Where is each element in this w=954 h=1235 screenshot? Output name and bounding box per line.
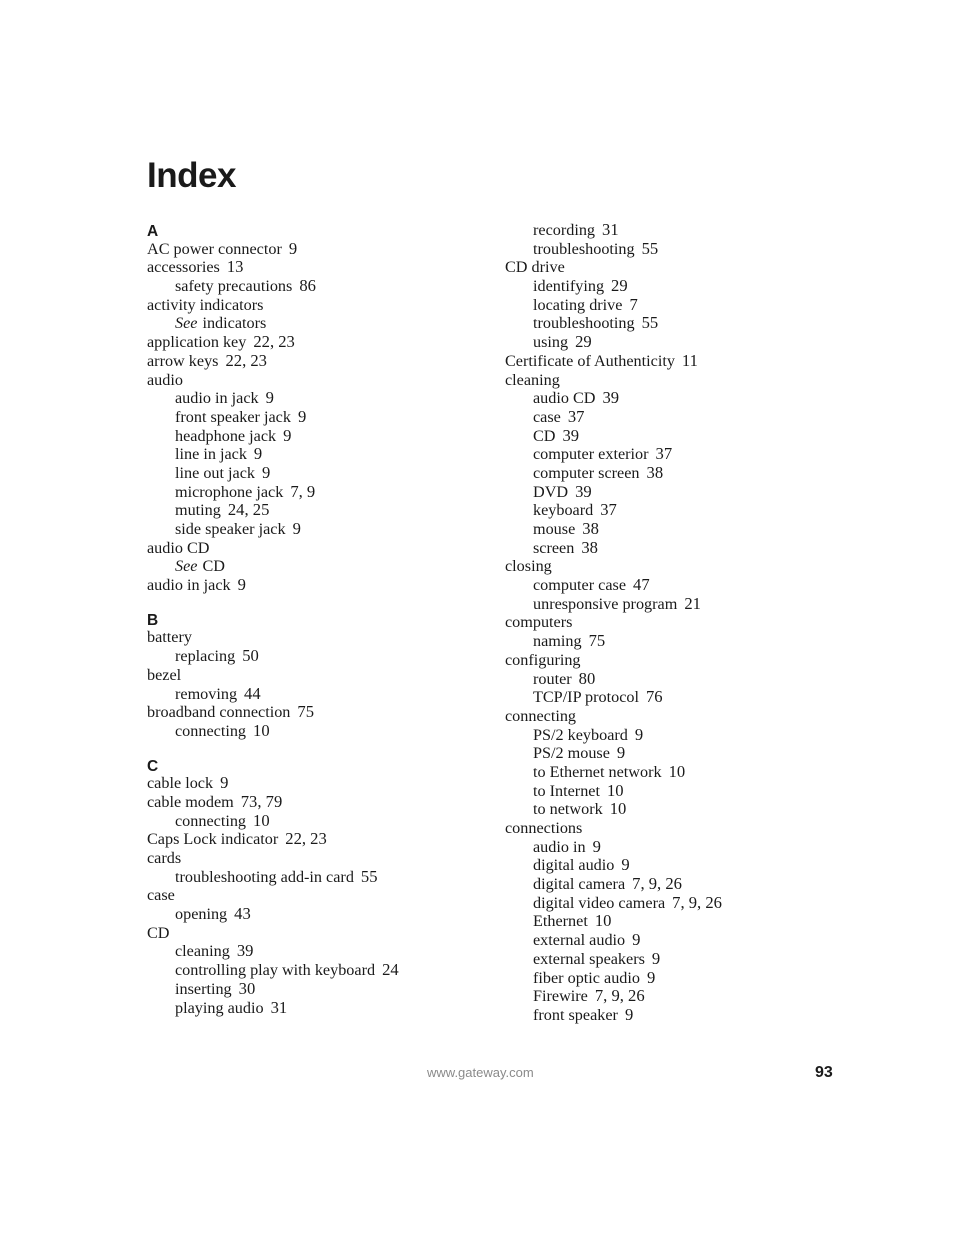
footer-url: www.gateway.com bbox=[427, 1065, 534, 1080]
entry-page-numbers: 43 bbox=[234, 904, 251, 924]
entry-page-numbers: 47 bbox=[633, 575, 650, 595]
entry-page-numbers: 86 bbox=[299, 276, 316, 296]
index-column-right bbox=[505, 221, 855, 1025]
index-subentry bbox=[505, 520, 855, 539]
index-subentry bbox=[505, 763, 855, 782]
index-entry bbox=[147, 793, 497, 812]
entry-term: indicators bbox=[202, 314, 267, 333]
entry-page-numbers: 10 bbox=[594, 911, 612, 931]
entry-page-numbers: 37 bbox=[567, 406, 585, 426]
entry-page-numbers: 73, 79 bbox=[240, 791, 283, 811]
entry-term: audio in jack bbox=[175, 389, 259, 408]
entry-term: cleaning bbox=[175, 942, 230, 961]
entry-term: muting bbox=[175, 501, 221, 520]
index-section-letter: A bbox=[147, 223, 159, 240]
index-subentry bbox=[505, 912, 855, 931]
entry-page-numbers: 75 bbox=[297, 702, 314, 722]
index-subentry bbox=[505, 800, 855, 819]
entry-term: to Ethernet network bbox=[533, 762, 662, 781]
entry-term: Firewire bbox=[533, 987, 588, 1006]
index-subentry bbox=[147, 408, 497, 427]
index-entry bbox=[505, 819, 855, 838]
entry-term: PS/2 keyboard bbox=[533, 725, 628, 744]
entry-term: router bbox=[533, 669, 572, 688]
entry-term: cable modem bbox=[147, 792, 234, 811]
entry-term: TCP/IP protocol bbox=[533, 688, 639, 707]
entry-page-numbers: 39 bbox=[602, 388, 620, 408]
index-subentry bbox=[505, 875, 855, 894]
entry-page-numbers: 9 bbox=[237, 575, 246, 595]
entry-page-numbers: 55 bbox=[360, 866, 378, 886]
entry-page-numbers: 11 bbox=[681, 350, 698, 370]
index-subentry bbox=[505, 856, 855, 875]
entry-page-numbers: 39 bbox=[236, 941, 254, 961]
entry-term: PS/2 mouse bbox=[533, 744, 610, 763]
entry-term: safety precautions bbox=[175, 277, 293, 296]
index-subentry bbox=[505, 240, 855, 259]
index-subentry bbox=[505, 595, 855, 614]
entry-term: Certificate of Authenticity bbox=[505, 351, 675, 370]
entry-term: front speaker bbox=[533, 1005, 618, 1024]
entry-page-numbers: 30 bbox=[238, 978, 256, 998]
entry-page-numbers: 7, 9, 26 bbox=[672, 892, 722, 912]
entry-term: case bbox=[147, 886, 175, 905]
index-entry bbox=[147, 539, 497, 558]
entry-term: troubleshooting bbox=[533, 314, 635, 333]
entry-term: front speaker jack bbox=[175, 407, 291, 426]
entry-page-numbers: 21 bbox=[684, 593, 701, 613]
index-entry bbox=[505, 352, 855, 371]
index-entry bbox=[147, 628, 497, 647]
index-subentry bbox=[505, 744, 855, 763]
index-subentry bbox=[505, 969, 855, 988]
entry-term: replacing bbox=[175, 647, 236, 666]
index-subentry bbox=[505, 726, 855, 745]
entry-term: closing bbox=[505, 557, 552, 576]
index-entry bbox=[505, 371, 855, 390]
entry-page-numbers: 7 bbox=[629, 294, 638, 314]
index-subentry bbox=[505, 389, 855, 408]
entry-page-numbers: 9 bbox=[262, 462, 271, 482]
index-entry bbox=[147, 774, 497, 793]
entry-page-numbers: 10 bbox=[668, 761, 686, 781]
entry-page-numbers: 76 bbox=[645, 687, 663, 707]
entry-term: troubleshooting bbox=[533, 239, 635, 258]
entry-term: controlling play with keyboard bbox=[175, 961, 376, 980]
entry-term: computers bbox=[505, 613, 573, 632]
entry-term: unresponsive program bbox=[533, 594, 678, 613]
entry-term: audio CD bbox=[147, 538, 210, 557]
entry-page-numbers: 7, 9, 26 bbox=[632, 874, 682, 894]
entry-page-numbers: 22, 23 bbox=[285, 829, 327, 849]
index-entry bbox=[147, 886, 497, 905]
index-section-letter: C bbox=[147, 757, 159, 775]
index-entry bbox=[147, 576, 497, 595]
entry-term: battery bbox=[147, 628, 192, 647]
entry-term: CD bbox=[147, 923, 170, 942]
see-reference: See bbox=[175, 314, 198, 333]
index-entry bbox=[147, 371, 497, 390]
entry-term: connecting bbox=[175, 811, 247, 830]
index-subentry bbox=[505, 670, 855, 689]
entry-page-numbers: 39 bbox=[575, 481, 592, 501]
index-subentry bbox=[505, 314, 855, 333]
entry-term: case bbox=[533, 407, 561, 426]
index-subentry bbox=[505, 221, 855, 240]
entry-term: screen bbox=[533, 538, 575, 557]
entry-term: headphone jack bbox=[175, 426, 277, 445]
entry-page-numbers: 9 bbox=[646, 967, 656, 987]
entry-term: connections bbox=[505, 819, 583, 837]
index-subentry bbox=[505, 539, 855, 558]
entry-term: external speakers bbox=[533, 949, 645, 968]
page-number: 93 bbox=[815, 1064, 833, 1081]
entry-term: connecting bbox=[175, 721, 247, 740]
entry-page-numbers: 80 bbox=[578, 668, 596, 688]
index-subentry bbox=[147, 557, 497, 576]
entry-term: cards bbox=[147, 849, 182, 867]
index-subentry bbox=[505, 445, 855, 464]
entry-term: accessories bbox=[147, 258, 220, 277]
entry-term: digital video camera bbox=[533, 893, 666, 912]
entry-term: AC power connector bbox=[147, 239, 282, 258]
index-subentry bbox=[147, 685, 497, 704]
entry-page-numbers: 55 bbox=[641, 313, 659, 333]
entry-page-numbers: 22, 23 bbox=[225, 350, 267, 370]
entry-page-numbers: 9 bbox=[253, 444, 263, 464]
entry-page-numbers: 9 bbox=[265, 388, 274, 408]
entry-term: microphone jack bbox=[175, 482, 284, 501]
index-subentry bbox=[505, 483, 855, 502]
entry-page-numbers: 10 bbox=[253, 810, 270, 830]
index-subentry bbox=[147, 999, 497, 1018]
index-subentry bbox=[147, 389, 497, 408]
entry-page-numbers: 22, 23 bbox=[253, 332, 295, 352]
index-entry bbox=[147, 258, 497, 277]
index-entry bbox=[505, 613, 855, 632]
index-subentry bbox=[505, 296, 855, 315]
index-subentry bbox=[147, 501, 497, 520]
entry-term: line out jack bbox=[175, 463, 256, 482]
entry-term: CD drive bbox=[505, 258, 565, 277]
entry-term: locating drive bbox=[533, 295, 623, 314]
index-subentry bbox=[147, 980, 497, 999]
index-column-left bbox=[147, 221, 497, 1017]
index-entry bbox=[505, 707, 855, 726]
entry-term: fiber optic audio bbox=[533, 968, 640, 987]
index-subentry bbox=[505, 782, 855, 801]
entry-term: cleaning bbox=[505, 370, 560, 389]
index-subentry bbox=[147, 483, 497, 502]
entry-page-numbers: 37 bbox=[655, 444, 673, 464]
page-title: Index bbox=[147, 156, 236, 195]
entry-term: side speaker jack bbox=[175, 520, 286, 538]
index-subentry bbox=[505, 950, 855, 969]
index-subentry bbox=[147, 961, 497, 980]
index-subentry bbox=[505, 464, 855, 483]
entry-term: to Internet bbox=[533, 781, 600, 800]
entry-term: identifying bbox=[533, 277, 605, 296]
index-entry bbox=[147, 296, 497, 315]
entry-term: line in jack bbox=[175, 445, 247, 464]
index-entry bbox=[147, 666, 497, 685]
entry-term: arrow keys bbox=[147, 351, 219, 370]
index-subentry bbox=[505, 427, 855, 446]
index-subentry bbox=[505, 408, 855, 427]
entry-page-numbers: 39 bbox=[562, 425, 580, 445]
entry-page-numbers: 29 bbox=[575, 332, 592, 352]
index-subentry bbox=[147, 722, 497, 741]
index-subentry bbox=[505, 838, 855, 857]
section-spacer bbox=[147, 595, 497, 610]
index-entry bbox=[147, 924, 497, 943]
index-entry bbox=[147, 703, 497, 722]
entry-term: to network bbox=[533, 800, 603, 819]
index-subentry bbox=[505, 1006, 855, 1025]
index-section-letter: B bbox=[147, 611, 159, 629]
entry-term: computer screen bbox=[533, 463, 640, 482]
index-entry bbox=[505, 651, 855, 670]
see-reference: See bbox=[175, 557, 198, 576]
entry-term: keyboard bbox=[533, 501, 594, 520]
index-subentry bbox=[505, 688, 855, 707]
index-subentry bbox=[147, 868, 497, 887]
entry-term: naming bbox=[533, 632, 582, 651]
entry-page-numbers: 13 bbox=[226, 257, 244, 277]
index-subentry bbox=[147, 520, 497, 539]
entry-page-numbers: 9 bbox=[288, 238, 298, 258]
entry-page-numbers: 24 bbox=[382, 960, 399, 980]
entry-term: configuring bbox=[505, 650, 581, 669]
entry-page-numbers: 31 bbox=[270, 997, 288, 1017]
entry-page-numbers: 10 bbox=[253, 720, 270, 740]
section-spacer bbox=[147, 741, 497, 756]
index-entry bbox=[505, 557, 855, 576]
index-subentry bbox=[147, 812, 497, 831]
index-subentry bbox=[505, 277, 855, 296]
entry-page-numbers: 38 bbox=[581, 537, 598, 557]
entry-term: broadband connection bbox=[147, 703, 291, 722]
index-entry bbox=[147, 849, 497, 868]
entry-term: troubleshooting add-in card bbox=[175, 867, 354, 886]
index-subentry bbox=[147, 464, 497, 483]
entry-term: application key bbox=[147, 333, 247, 352]
entry-term: removing bbox=[175, 684, 238, 703]
index-subentry bbox=[147, 905, 497, 924]
entry-page-numbers: 50 bbox=[242, 646, 259, 666]
entry-page-numbers: 9 bbox=[283, 425, 292, 445]
entry-page-numbers: 29 bbox=[611, 276, 628, 296]
entry-term: digital camera bbox=[533, 875, 626, 894]
index-subentry bbox=[505, 501, 855, 520]
index-subentry bbox=[505, 632, 855, 651]
entry-page-numbers: 9 bbox=[297, 406, 307, 426]
index-subentry bbox=[147, 427, 497, 446]
entry-page-numbers: 9 bbox=[592, 836, 601, 856]
index-subentry bbox=[147, 277, 497, 296]
entry-term: bezel bbox=[147, 665, 182, 684]
index-subentry bbox=[505, 931, 855, 950]
index-entry bbox=[147, 830, 497, 849]
index-subentry bbox=[147, 942, 497, 961]
index-subentry bbox=[505, 333, 855, 352]
index-subentry bbox=[147, 445, 497, 464]
entry-page-numbers: 37 bbox=[600, 500, 617, 520]
index-subentry bbox=[505, 576, 855, 595]
entry-term: digital audio bbox=[533, 856, 615, 875]
entry-page-numbers: 7, 9, 26 bbox=[594, 986, 645, 1006]
entry-term: activity indicators bbox=[147, 295, 264, 314]
entry-page-numbers: 9 bbox=[292, 519, 301, 538]
entry-page-numbers: 9 bbox=[632, 930, 641, 950]
entry-page-numbers: 9 bbox=[624, 1004, 634, 1024]
index-entry bbox=[147, 240, 497, 259]
entry-page-numbers: 24, 25 bbox=[227, 500, 270, 520]
entry-page-numbers: 10 bbox=[606, 780, 624, 800]
entry-term: computer exterior bbox=[533, 445, 649, 464]
entry-term: using bbox=[533, 333, 569, 352]
entry-term: cable lock bbox=[147, 774, 214, 793]
entry-page-numbers: 55 bbox=[641, 238, 659, 258]
index-subentry bbox=[147, 647, 497, 666]
index-subentry bbox=[505, 894, 855, 913]
entry-page-numbers: 75 bbox=[588, 631, 606, 651]
entry-term: recording bbox=[533, 221, 596, 239]
entry-term: audio in jack bbox=[147, 576, 231, 595]
entry-term: external audio bbox=[533, 931, 626, 950]
entry-term: CD bbox=[202, 557, 225, 576]
entry-term: mouse bbox=[533, 520, 576, 538]
index-subentry bbox=[505, 987, 855, 1006]
entry-term: inserting bbox=[175, 979, 232, 998]
entry-term: playing audio bbox=[175, 998, 264, 1017]
entry-term: computer case bbox=[533, 576, 627, 595]
entry-page-numbers: 9 bbox=[621, 855, 630, 875]
entry-page-numbers: 9 bbox=[220, 773, 229, 793]
entry-page-numbers: 7, 9 bbox=[290, 481, 316, 501]
entry-term: Caps Lock indicator bbox=[147, 830, 279, 849]
entry-page-numbers: 38 bbox=[646, 462, 664, 482]
entry-term: DVD bbox=[533, 482, 569, 501]
entry-page-numbers: 9 bbox=[651, 948, 661, 968]
entry-term: audio in bbox=[533, 837, 586, 856]
index-entry bbox=[147, 333, 497, 352]
entry-term: Ethernet bbox=[533, 912, 588, 931]
entry-term: audio CD bbox=[533, 389, 596, 408]
index-entry bbox=[505, 258, 855, 277]
index-entry bbox=[147, 352, 497, 371]
entry-page-numbers: 10 bbox=[609, 799, 627, 819]
entry-page-numbers: 44 bbox=[244, 683, 261, 703]
entry-page-numbers: 9 bbox=[616, 743, 626, 763]
index-subentry bbox=[147, 314, 497, 333]
entry-term: connecting bbox=[505, 706, 577, 725]
entry-page-numbers: 31 bbox=[602, 220, 619, 239]
entry-page-numbers: 38 bbox=[582, 519, 599, 538]
entry-term: CD bbox=[533, 426, 556, 445]
entry-page-numbers: 9 bbox=[634, 724, 644, 744]
entry-term: opening bbox=[175, 905, 228, 924]
entry-term: audio bbox=[147, 370, 183, 389]
